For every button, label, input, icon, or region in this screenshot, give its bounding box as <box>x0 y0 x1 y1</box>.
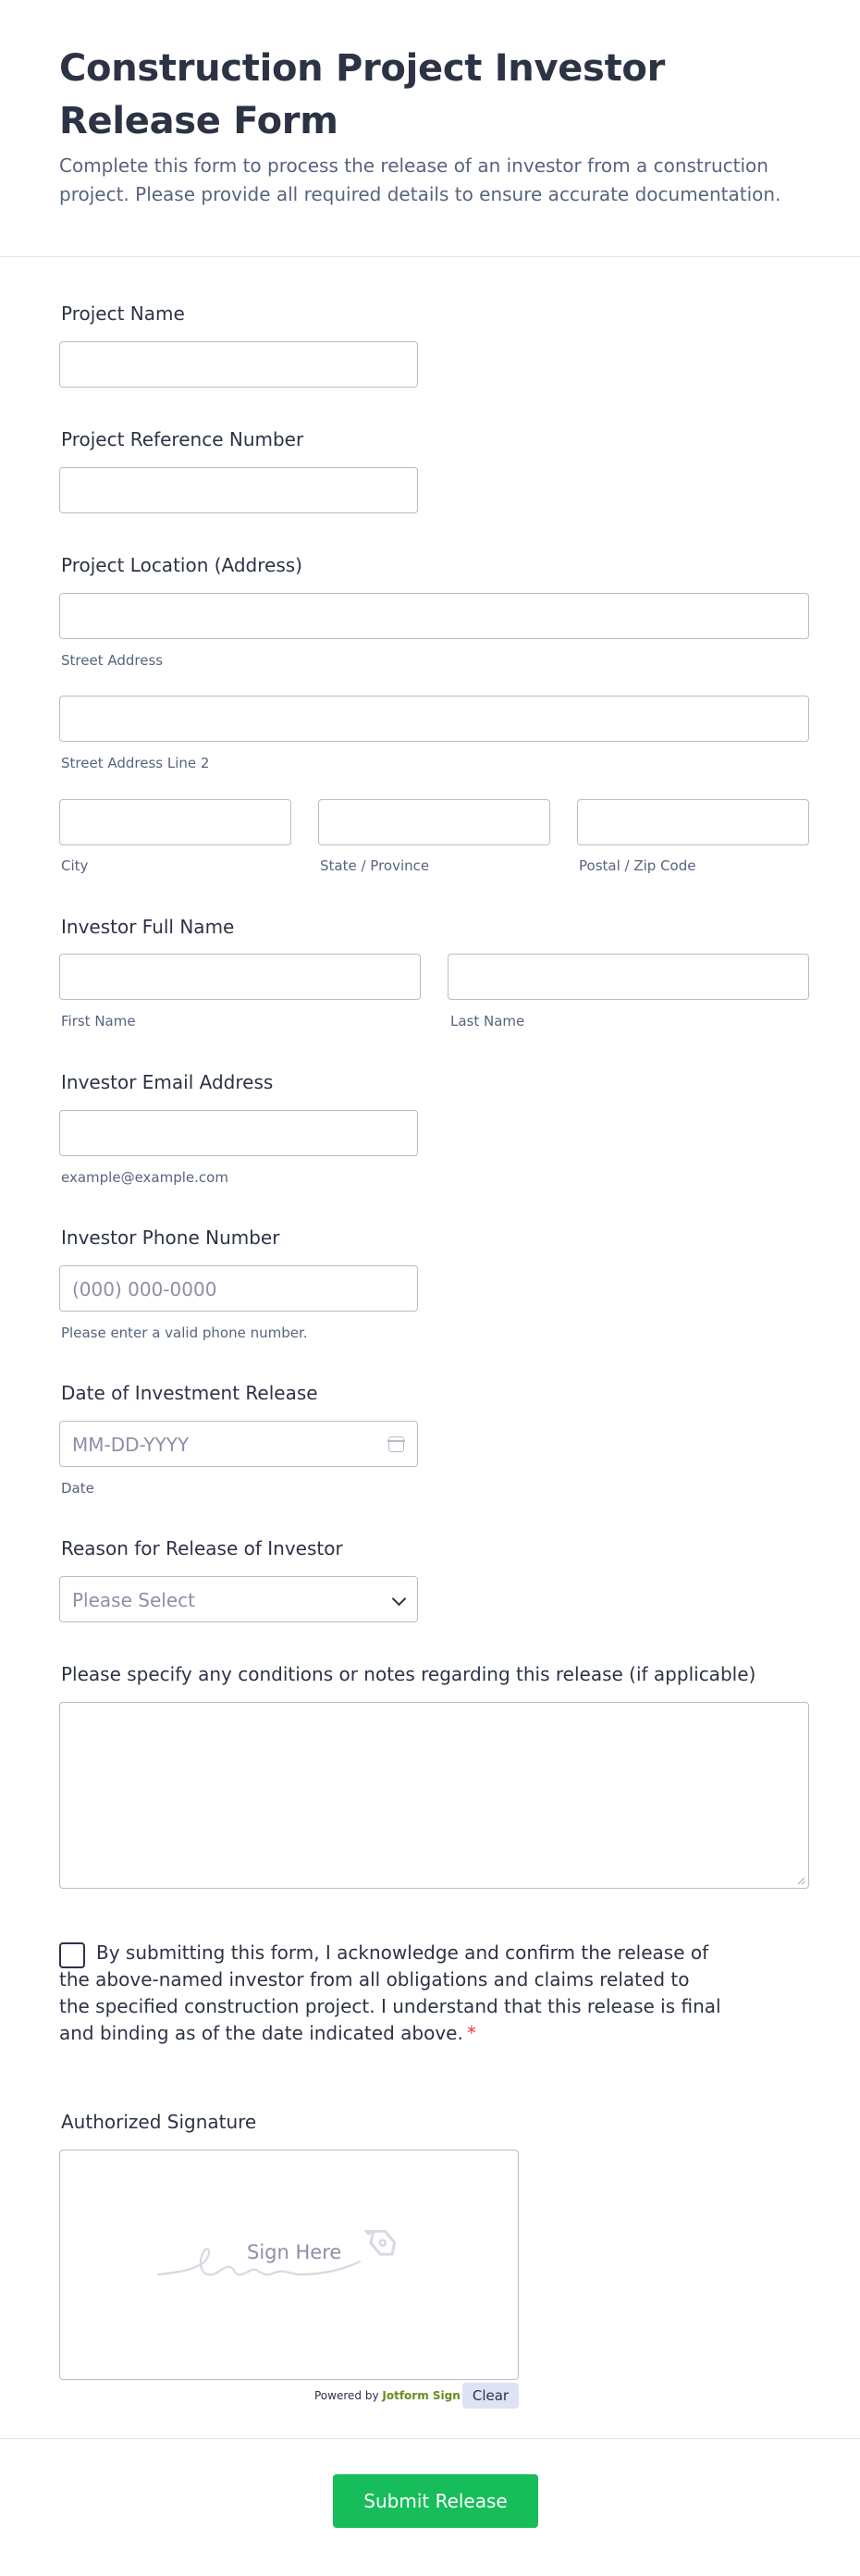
consent-text-content: By submitting this form, I acknowledge and confirm the release of the above-named investor from all obligations and claims related to the specified construction project. I understand that this release is final and binding as of the date indicated above. <box>59 1941 721 2044</box>
clear-signature-button[interactable]: Clear <box>462 2383 519 2409</box>
last-name-input[interactable] <box>448 954 809 1000</box>
sign-here-placeholder: Sign Here <box>247 2241 342 2263</box>
project-reference-input[interactable] <box>59 467 418 513</box>
state-sublabel: State / Province <box>320 857 430 874</box>
release-date-label: Date of Investment Release <box>61 1382 318 1404</box>
state-input[interactable] <box>318 799 550 845</box>
signature-pad[interactable] <box>59 2150 519 2380</box>
consent-text <box>59 1940 725 2047</box>
project-name-label: Project Name <box>61 302 185 325</box>
submit-button[interactable]: Submit Release <box>333 2474 538 2528</box>
reason-selected-value: Please Select <box>72 1589 195 1611</box>
email-sublabel: example@example.com <box>61 1169 228 1186</box>
powered-by-text <box>314 2388 461 2403</box>
street-address-line2-sublabel: Street Address Line 2 <box>61 755 210 771</box>
required-mark: * <box>466 2022 476 2044</box>
date-input[interactable] <box>59 1421 418 1467</box>
phone-placeholder: (000) 000-0000 <box>72 1278 217 1300</box>
reason-label: Reason for Release of Investor <box>61 1537 343 1559</box>
form-subtitle: Complete this form to process the release of an investor from a construction project. Please provide all required details to ensure accurate documentation. <box>59 154 781 205</box>
notes-label: Please specify any conditions or notes regarding this release (if applicable) <box>61 1663 756 1685</box>
first-name-sublabel: First Name <box>61 1013 136 1029</box>
investor-email-label: Investor Email Address <box>61 1071 274 1093</box>
project-location-label: Project Location (Address) <box>61 554 302 576</box>
powered-by-prefix: Powered by <box>314 2389 379 2402</box>
street-address-input[interactable] <box>59 593 809 639</box>
calendar-icon[interactable] <box>388 1436 404 1452</box>
chevron-down-icon <box>392 1592 407 1607</box>
first-name-input[interactable] <box>59 954 421 1000</box>
zip-sublabel: Postal / Zip Code <box>579 857 696 874</box>
last-name-sublabel: Last Name <box>450 1013 525 1029</box>
project-reference-label: Project Reference Number <box>61 428 304 450</box>
street-address-line2-input[interactable] <box>59 696 809 742</box>
investor-name-label: Investor Full Name <box>61 916 235 938</box>
phone-sublabel: Please enter a valid phone number. <box>61 1325 308 1341</box>
form-header <box>0 0 860 257</box>
form-footer <box>0 2438 860 2576</box>
investor-phone-label: Investor Phone Number <box>61 1226 280 1249</box>
date-placeholder: MM-DD-YYYY <box>72 1434 190 1456</box>
signature-label: Authorized Signature <box>61 2111 257 2133</box>
jotform-sign-brand[interactable]: Jotform Sign <box>382 2389 461 2402</box>
zip-input[interactable] <box>577 799 809 845</box>
city-input[interactable] <box>59 799 291 845</box>
phone-input[interactable] <box>59 1265 418 1312</box>
city-sublabel: City <box>61 857 89 874</box>
date-sublabel: Date <box>61 1480 94 1497</box>
project-name-input[interactable] <box>59 341 418 388</box>
form-title: Construction Project Investor Release Form <box>59 47 665 142</box>
resize-grip-icon[interactable] <box>797 1877 805 1885</box>
notes-textarea[interactable] <box>59 1702 809 1889</box>
reason-select[interactable] <box>59 1576 418 1622</box>
email-input[interactable] <box>59 1110 418 1156</box>
street-address-sublabel: Street Address <box>61 652 164 669</box>
